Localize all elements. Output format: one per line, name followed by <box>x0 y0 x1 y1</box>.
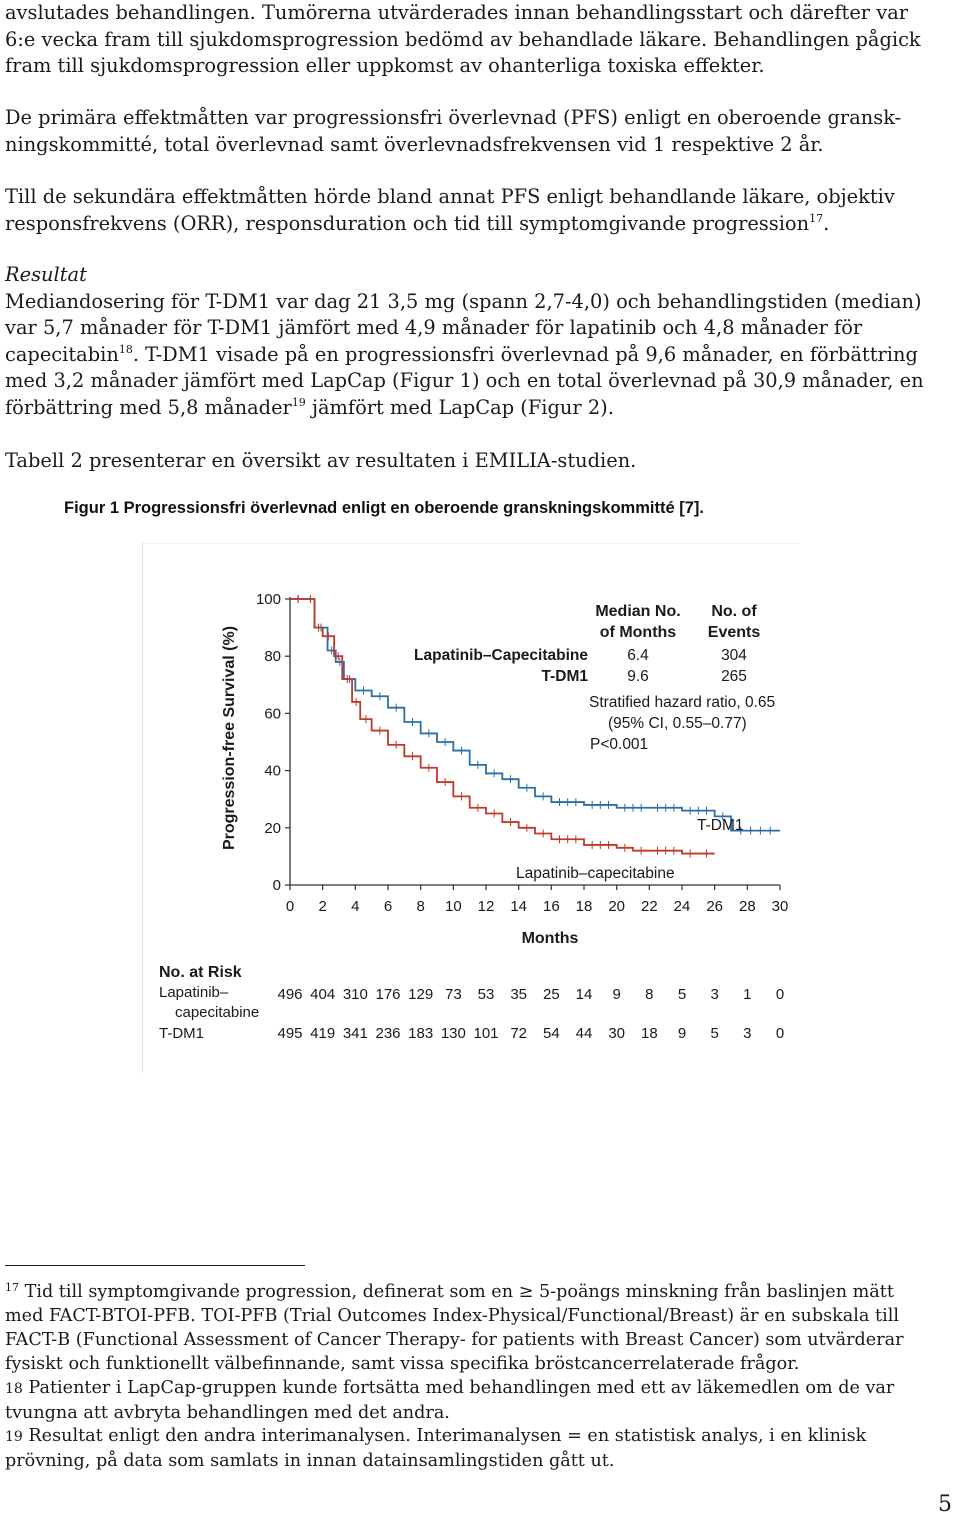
text-line <box>5 211 957 238</box>
legend-lapcap-events: 304 <box>721 647 747 664</box>
text-span: jämfört med LapCap (Figur 2). <box>305 395 614 419</box>
text-span: Tid till symptomgivande progression, definerat som en ≥ 5-poängs minskning från baslinjen mätt <box>24 1282 894 1302</box>
at-risk-lapcap-value: 8 <box>645 986 654 1003</box>
y-tick-label: 0 <box>272 877 281 894</box>
footnote-ref-18: 18 <box>118 342 133 356</box>
x-tick-label: 8 <box>416 898 425 915</box>
x-tick-label: 22 <box>640 898 658 915</box>
text-line: tvungna att avbryta behandlingen med det andra. <box>5 1403 450 1423</box>
at-risk-lapcap-value: 9 <box>612 986 621 1003</box>
text-line: FACT-B (Functional Assessment of Cancer Therapy- for patients with Breast Cancer) som utvärderar <box>5 1330 904 1350</box>
text-span: förbättring med 5,8 månader <box>5 395 292 419</box>
confidence-interval-text: (95% CI, 0.55–0.77) <box>608 715 747 732</box>
footnote-ref-19: 19 <box>291 395 306 409</box>
results-heading: Resultat <box>5 263 87 286</box>
page-number: 5 <box>938 1492 952 1517</box>
at-risk-tdm1-value: 9 <box>677 1025 687 1042</box>
pfs-figure <box>142 543 798 1073</box>
kaplan-meier-chart <box>142 543 798 1073</box>
x-tick-label: 10 <box>444 898 462 915</box>
footnote-separator <box>5 1265 305 1266</box>
at-risk-lapcap-value: 73 <box>444 986 462 1003</box>
at-risk-tdm1-label: T-DM1 <box>159 1025 204 1042</box>
y-tick-label: 40 <box>264 762 281 780</box>
at-risk-tdm1-value: 30 <box>608 1025 626 1042</box>
tdm1-curve-label: T-DM1 <box>697 817 744 834</box>
footnote-18 <box>5 1376 957 1425</box>
at-risk-tdm1-value: 5 <box>710 1025 719 1042</box>
x-tick-label: 20 <box>608 898 626 915</box>
x-tick-label: 0 <box>285 898 295 915</box>
at-risk-tdm1-value: 341 <box>342 1025 368 1042</box>
at-risk-lapcap-value: 496 <box>277 986 303 1003</box>
x-tick-label: 12 <box>477 898 495 915</box>
lapcap-curve-label: Lapatinib–capecitabine <box>516 865 675 882</box>
text-line: fysiskt och funktionellt välbefinnande, samt vissa specifika bröstcancerrelaterade frågor. <box>5 1354 800 1374</box>
table-intro: Tabell 2 presenterar en översikt av resultaten i EMILIA-studien. <box>5 449 637 472</box>
at-risk-tdm1-value: 419 <box>310 1025 336 1042</box>
footnote-number: 19 <box>5 1429 23 1445</box>
legend-events-header: No. of <box>711 603 757 620</box>
legend-tdm1-events: 265 <box>721 668 747 685</box>
text-line: prövning, på data som samlats in innan datainsamlingstiden gått ut. <box>5 1451 615 1471</box>
y-tick-label: 80 <box>264 648 281 666</box>
primary-endpoints-paragraph <box>5 105 957 158</box>
legend-events-header: Events <box>707 624 761 641</box>
at-risk-lapcap-value: 310 <box>342 986 368 1003</box>
at-risk-lapcap-value: 0 <box>775 986 785 1003</box>
at-risk-tdm1-value: 130 <box>440 1025 466 1042</box>
footnote-number: 17 <box>5 1281 19 1294</box>
at-risk-lapcap-value: 3 <box>710 986 719 1003</box>
text-span: . <box>823 211 830 235</box>
at-risk-tdm1-value: 18 <box>640 1025 658 1042</box>
at-risk-lapcap-value: 14 <box>575 986 593 1003</box>
y-tick-label: 60 <box>264 705 281 723</box>
text-span: capecitabin <box>5 342 119 366</box>
at-risk-lapcap-value: 176 <box>375 986 401 1003</box>
at-risk-lapcap-value: 5 <box>677 986 687 1003</box>
at-risk-lapcap-label: capecitabine <box>175 1004 260 1021</box>
text-line: var 5,7 månader för T-DM1 jämfört med 4,9 månader för lapatinib och 4,8 månader för <box>5 316 863 339</box>
footnote-number: 18 <box>5 1381 23 1397</box>
at-risk-tdm1-value: 236 <box>375 1025 401 1042</box>
x-tick-label: 4 <box>351 898 360 915</box>
legend-lapcap-median: 6.4 <box>627 647 649 664</box>
x-tick-label: 2 <box>318 898 327 915</box>
x-tick-label: 28 <box>738 898 756 915</box>
text-line <box>5 1280 957 1304</box>
y-tick-label: 20 <box>264 819 281 837</box>
labels-layer <box>159 603 775 1042</box>
text-line: med 3,2 månader jämfört med LapCap (Figur 1) och en total överlevnad på 30,9 månader, en <box>5 369 924 392</box>
at-risk-tdm1-value: 0 <box>775 1025 785 1042</box>
at-risk-lapcap-label: Lapatinib– <box>159 984 229 1001</box>
at-risk-title: No. at Risk <box>159 964 242 981</box>
at-risk-lapcap-value: 404 <box>310 986 336 1003</box>
at-risk-tdm1-value: 54 <box>542 1025 560 1042</box>
text-line: fram till sjukdomsprogression eller uppkomst av ohanterliga toxiska effekter. <box>5 54 765 77</box>
footnote-17 <box>5 1280 957 1376</box>
x-tick-label: 18 <box>575 898 593 915</box>
text-line <box>5 1376 957 1401</box>
legend-median-header: Median No. <box>595 603 681 620</box>
legend-median-header: of Months <box>599 624 677 641</box>
text-span: Resultat enligt den andra interimanalysen. Interimanalysen = en statistisk analys, i en klinisk <box>28 1426 867 1446</box>
at-risk-tdm1-value: 183 <box>408 1025 434 1042</box>
x-tick-label: 16 <box>542 898 560 915</box>
x-tick-label: 30 <box>771 898 789 915</box>
figure-caption: Figur 1 Progressionsfri överlevnad enligt en oberoende granskningskommitté [7]. <box>64 499 704 517</box>
text-span: responsfrekvens (ORR), responsduration och tid till symptomgivande progression <box>5 211 810 235</box>
at-risk-tdm1-value: 72 <box>510 1025 528 1042</box>
p-value-text: P<0.001 <box>590 736 649 753</box>
legend-lapcap-label: Lapatinib–Capecitabine <box>414 647 588 664</box>
text-line: Till de sekundära effektmåtten hörde bland annat PFS enligt behandlande läkare, objektiv <box>5 185 895 208</box>
at-risk-lapcap-value: 35 <box>510 986 528 1003</box>
at-risk-lapcap-value: 53 <box>477 986 495 1003</box>
text-line <box>5 1424 957 1449</box>
text-span: Patienter i LapCap-gruppen kunde fortsätta med behandlingen med ett av läkemedlen om de var <box>28 1378 895 1398</box>
x-tick-label: 6 <box>383 898 393 915</box>
intro-paragraph <box>5 0 957 80</box>
y-tick-label: 100 <box>255 591 281 608</box>
text-line: ningskommitté, total överlevnad samt överlevnadsfrekvensen vid 1 respektive 2 år. <box>5 132 824 156</box>
legend-tdm1-label: T-DM1 <box>541 668 588 685</box>
at-risk-lapcap-value: 1 <box>743 986 752 1003</box>
legend-tdm1-median: 9.6 <box>627 668 649 685</box>
at-risk-tdm1-value: 44 <box>575 1025 593 1042</box>
at-risk-tdm1-value: 3 <box>743 1025 752 1042</box>
x-tick-label: 24 <box>673 898 691 915</box>
at-risk-lapcap-value: 129 <box>408 986 434 1003</box>
y-axis-label: Progression-free Survival (%) <box>221 625 238 851</box>
text-line <box>5 342 957 369</box>
results-section <box>5 262 957 421</box>
text-line: De primära effektmåtten var progressionsfri överlevnad (PFS) enligt en oberoende gransk- <box>5 106 902 129</box>
x-tick-label: 26 <box>706 898 724 915</box>
at-risk-lapcap-value: 25 <box>542 986 560 1003</box>
at-risk-tdm1-value: 101 <box>473 1025 499 1042</box>
secondary-endpoints-paragraph <box>5 184 957 237</box>
text-line: med FACT-BTOI-PFB. TOI-PFB (Trial Outcomes Index-Physical/Functional/Breast) är en subskala till <box>5 1306 899 1326</box>
text-line: 6:e vecka fram till sjukdomsprogression bedömd av behandlade läkare. Behandlingen pågick <box>5 27 921 51</box>
text-line: avslutades behandlingen. Tumörerna utvärderades innan behandlingsstart och därefter var <box>5 1 909 24</box>
at-risk-table <box>277 986 784 1042</box>
x-tick-label: 14 <box>510 898 528 915</box>
at-risk-tdm1-value: 495 <box>277 1025 303 1042</box>
text-line <box>5 395 957 422</box>
text-line: Mediandosering för T-DM1 var dag 21 3,5 mg (spann 2,7-4,0) och behandlingstiden (median) <box>5 289 922 313</box>
text-span: . T-DM1 visade på en progressionsfri överlevnad på 9,6 månader, en förbättring <box>132 342 918 366</box>
footnote-ref-17: 17 <box>809 211 824 225</box>
footnote-19 <box>5 1424 957 1473</box>
hazard-ratio-text: Stratified hazard ratio, 0.65 <box>589 694 776 711</box>
x-axis-label: Months <box>521 930 579 947</box>
